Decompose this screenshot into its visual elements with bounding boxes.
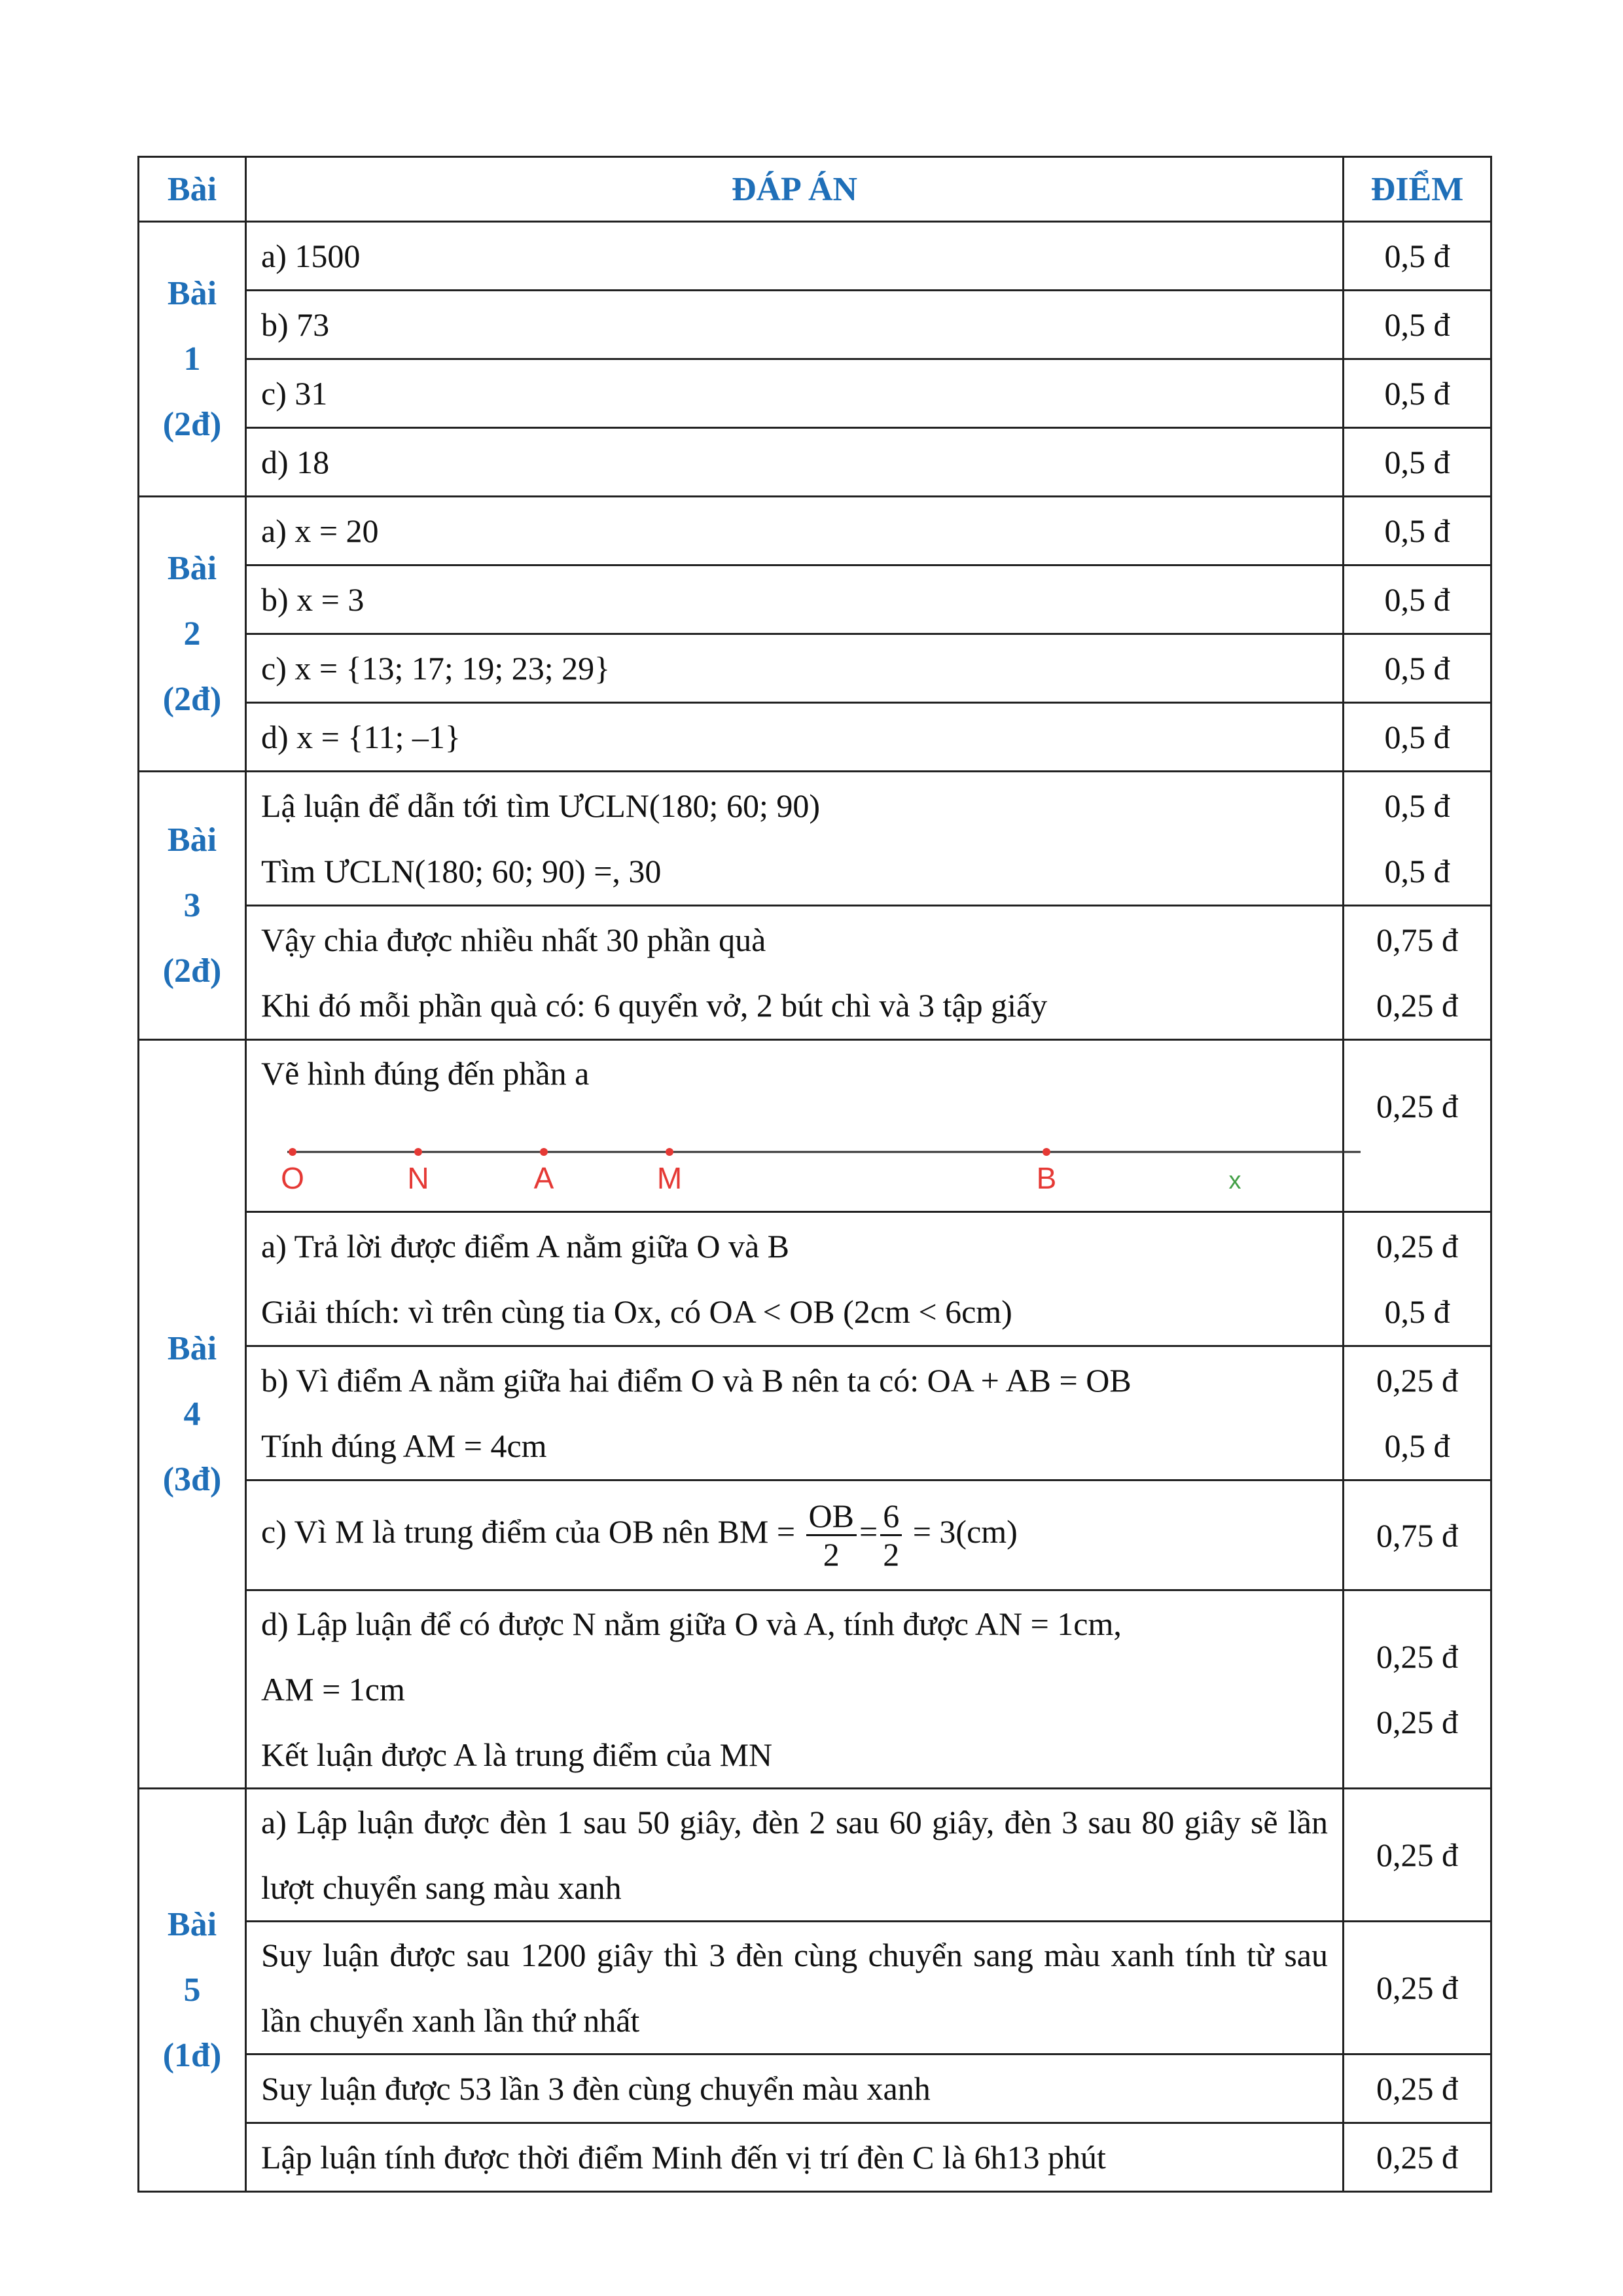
point-B-label: B [1036,1161,1057,1195]
header-dap-an: ĐÁP ÁN [246,157,1344,222]
bai-4-label: Bài 4 (3đ) [139,1040,246,1789]
answer-cell: d) 18 [246,428,1344,497]
point-B-dot [1043,1148,1050,1156]
point-A-label: A [533,1161,554,1195]
points-cell: 0,25 đ 0,5 đ [1344,1346,1491,1480]
bai-1-label: Bài 1 (2đ) [139,222,246,497]
figure-cell: Vẽ hình đúng đến phần a O N A M B x [246,1040,1344,1212]
answer-cell: Vậy chia được nhiều nhất 30 phần quà Khi đó mỗi phần quà có: 6 quyển vở, 2 bút chì và 3 tập giấy [246,906,1344,1040]
table-row [139,565,1491,634]
points-cell: 0,25 đ [1344,1922,1491,2054]
fraction-ob-2: $\frac{OB}{2}$ [806,1498,857,1573]
table-row [139,291,1491,359]
table-row [139,1922,1491,2054]
table-row [139,359,1491,428]
ray-diagram [261,1106,1361,1211]
points-cell: 0,5 đ [1344,359,1491,428]
ray-figure [261,1106,1328,1211]
answer-cell: d) x = {11; –1} [246,703,1344,772]
point-M-label: M [656,1161,683,1195]
points-cell: 0,25 đ [1344,2054,1491,2123]
answer-cell: Suy luận được 53 lần 3 đèn cùng chuyển màu xanh [246,2054,1344,2123]
answer-cell: b) Vì điểm A nằm giữa hai điểm O và B nên ta có: OA + AB = OB Tính đúng AM = 4cm [246,1346,1344,1480]
answer-cell: c) 31 [246,359,1344,428]
table-row [139,1480,1491,1590]
points-cell: 0,25 đ 0,5 đ [1344,1212,1491,1346]
answer-cell: a) Lập luận được đèn 1 sau 50 giây, đèn 2 sau 60 giây, đèn 3 sau 80 giây sẽ lần lượt chuyển sang màu xanh [246,1789,1344,1922]
points-cell: 0,5 đ 0,5 đ [1344,772,1491,906]
table-row [139,634,1491,703]
answer-cell: b) 73 [246,291,1344,359]
point-N-label: N [407,1161,429,1195]
table-row [139,1590,1491,1789]
fraction-6-2: $\frac{6}{2}$ [880,1498,902,1573]
table-row [139,1040,1491,1212]
points-cell: 0,5 đ [1344,222,1491,291]
table-row [139,1212,1491,1346]
table-row [139,703,1491,772]
points-cell: 0,25 đ [1344,2123,1491,2192]
bai-2-label: Bài 2 (2đ) [139,497,246,772]
answer-cell: a) Trả lời được điểm A nằm giữa O và B Giải thích: vì trên cùng tia Ox, có OA < OB (2cm < 6cm) [246,1212,1344,1346]
points-cell: 0,75 đ 0,25 đ [1344,906,1491,1040]
table-row [139,772,1491,906]
table-row [139,222,1491,291]
answer-cell: a) x = 20 [246,497,1344,565]
table-row [139,1789,1491,1922]
table-row [139,2123,1491,2192]
answer-table [137,156,1492,2193]
table-row [139,906,1491,1040]
answer-cell: Lậ luận để dẫn tới tìm ƯCLN(180; 60; 90) Tìm ƯCLN(180; 60; 90) =, 30 [246,772,1344,906]
table-row [139,497,1491,565]
answer-cell: c) Vì M là trung điểm của OB nên BM = $\frac{OB}{2}$ = $\frac{6}{2}$ = 3(cm) [246,1480,1344,1590]
answer-cell: a) 1500 [246,222,1344,291]
points-cell: 0,25 đ [1344,1789,1491,1922]
points-cell: 0,75 đ [1344,1480,1491,1590]
points-cell: 0,25 đ 0,25 đ [1344,1590,1491,1789]
bai-5-label: Bài 5 (1đ) [139,1789,246,2192]
answer-cell: c) x = {13; 17; 19; 23; 29} [246,634,1344,703]
points-cell: 0,25 đ [1344,1040,1491,1212]
point-N-dot [414,1148,422,1156]
point-O-label: O [281,1161,304,1195]
bai-3-label: Bài 3 (2đ) [139,772,246,1040]
points-cell: 0,5 đ [1344,703,1491,772]
header-row [139,157,1491,222]
points-cell: 0,5 đ [1344,497,1491,565]
header-bai: Bài [139,157,246,222]
point-M-dot [666,1148,673,1156]
point-x-label: x [1228,1167,1241,1194]
answer-cell: Suy luận được sau 1200 giây thì 3 đèn cùng chuyển sang màu xanh tính từ sau lần chuyển xanh lần thứ nhất [246,1922,1344,2054]
table-row [139,428,1491,497]
header-diem: ĐIỂM [1344,157,1491,222]
point-O-dot [289,1148,296,1156]
points-cell: 0,5 đ [1344,634,1491,703]
table-row [139,1346,1491,1480]
table-row [139,2054,1491,2123]
answer-cell: b) x = 3 [246,565,1344,634]
points-cell: 0,5 đ [1344,428,1491,497]
points-cell: 0,5 đ [1344,291,1491,359]
points-cell: 0,5 đ [1344,565,1491,634]
answer-cell: Lập luận tính được thời điểm Minh đến vị trí đèn C là 6h13 phút [246,2123,1344,2192]
point-A-dot [540,1148,548,1156]
answer-cell: d) Lập luận để có được N nằm giữa O và A, tính được AN = 1cm, AM = 1cm Kết luận được A là trung điểm của MN [246,1590,1344,1789]
